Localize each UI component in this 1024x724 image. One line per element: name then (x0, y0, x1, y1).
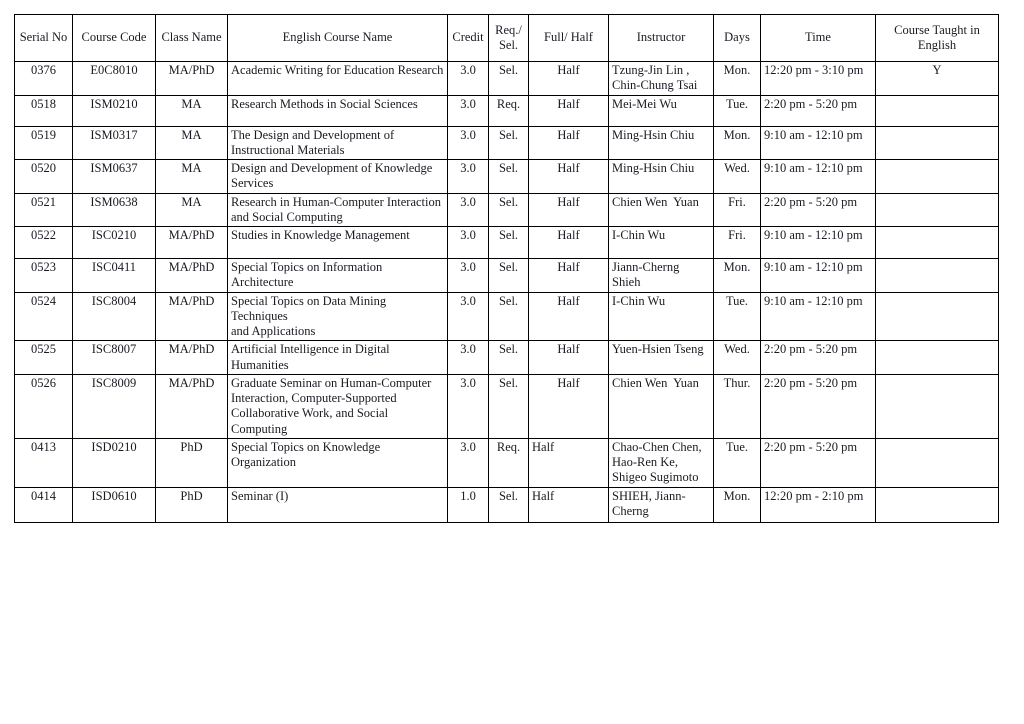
cell-full-half (529, 227, 609, 259)
cell-english-course-name (228, 160, 448, 194)
cell-text-line: MA/PhD (168, 228, 215, 242)
cell-text-line: 3.0 (460, 439, 476, 454)
cell-text-line: 0521 (31, 194, 56, 209)
cell-text-line: 9:10 am - 12:10 pm (764, 127, 863, 142)
cell-days (714, 438, 761, 487)
cell-text-line: 0413 (31, 439, 56, 454)
cell-english-course-name (228, 227, 448, 259)
cell-text-line: MA (181, 161, 202, 175)
cell-class-name (156, 259, 228, 293)
cell-serial-no (15, 374, 73, 438)
table-row (15, 227, 999, 259)
cell-text-line: 0414 (31, 488, 56, 503)
cell-course-code (73, 487, 156, 522)
cell-text-line: 0519 (31, 127, 56, 142)
cell-text-line: Studies in Knowledge Management (231, 228, 410, 242)
cell-text-line: ISC0210 (91, 228, 137, 242)
cell-text-line: Tue. (725, 439, 749, 454)
cell-text-line: Tue. (725, 293, 749, 308)
cell-taught-in-english (876, 193, 999, 227)
cell-taught-in-english (876, 292, 999, 341)
cell-req-sel (489, 374, 529, 438)
cell-text-line: E0C8010 (90, 63, 138, 77)
cell-serial-no (15, 341, 73, 375)
cell-instructor (609, 292, 714, 341)
cell-text-line: Mon. (723, 488, 751, 503)
cell-text-line: Cherng (612, 503, 649, 518)
cell-credit (448, 62, 489, 96)
cell-text-line: 9:10 am - 12:10 pm (764, 260, 863, 274)
table-row (15, 126, 999, 160)
cell-course-code (73, 95, 156, 126)
cell-text-line: Sel. (498, 63, 519, 77)
cell-text-line: Half (557, 127, 580, 142)
cell-text-line: Half (557, 260, 580, 274)
cell-text-line: ISC8007 (91, 342, 137, 357)
cell-req-sel (489, 95, 529, 126)
table-row (15, 160, 999, 194)
cell-instructor (609, 438, 714, 487)
cell-course-code (73, 341, 156, 375)
column-header-class-name: Class Name (156, 15, 228, 62)
cell-taught-in-english (876, 62, 999, 96)
cell-text-line: Ming-Hsin Chiu (612, 127, 695, 142)
column-header-english-course-name: English Course Name (228, 15, 448, 62)
cell-text-line: 3.0 (460, 127, 476, 142)
cell-english-course-name (228, 438, 448, 487)
cell-text-line: ISM0638 (90, 194, 138, 209)
cell-text-line: Special Topics on Knowledge Organization (231, 439, 384, 469)
cell-text-line: Services (231, 176, 274, 191)
cell-text-line: ISC8004 (91, 293, 137, 308)
cell-text-line: Sel. (498, 342, 519, 357)
table-row (15, 374, 999, 438)
cell-english-course-name (228, 341, 448, 375)
cell-class-name (156, 193, 228, 227)
table-row (15, 259, 999, 293)
cell-credit (448, 438, 489, 487)
cell-text-line: Jiann-Cherng Shieh (612, 260, 683, 290)
cell-text-line: 3.0 (460, 342, 476, 357)
cell-text-line: Collaborative Work, and Social Computing (231, 406, 392, 436)
cell-credit (448, 126, 489, 160)
cell-text-line: Fri. (728, 228, 746, 242)
table-row (15, 341, 999, 375)
cell-text-line: Shigeo Sugimoto (612, 470, 699, 485)
cell-serial-no (15, 487, 73, 522)
cell-text-line: Ming-Hsin Chiu (612, 161, 695, 175)
cell-serial-no (15, 259, 73, 293)
cell-full-half (529, 62, 609, 96)
cell-instructor (609, 160, 714, 194)
cell-text-line: Artificial Intelligence in Digital Humanities (231, 342, 393, 372)
cell-text-line: Half (532, 439, 555, 454)
cell-taught-in-english (876, 95, 999, 126)
cell-english-course-name (228, 193, 448, 227)
cell-text-line: Tzung-Jin Lin , (612, 63, 690, 77)
table-row (15, 292, 999, 341)
cell-full-half (529, 292, 609, 341)
cell-instructor (609, 259, 714, 293)
cell-text-line: Req. (496, 439, 521, 454)
cell-english-course-name (228, 487, 448, 522)
cell-req-sel (489, 227, 529, 259)
cell-text-line: Half (532, 488, 555, 503)
cell-text-line: SHIEH, Jiann- (612, 488, 686, 503)
cell-text-line: Thur. (723, 375, 751, 390)
cell-text-line: and Applications (231, 324, 316, 338)
column-header-taught-line2: English (917, 38, 957, 52)
cell-credit (448, 487, 489, 522)
cell-english-course-name (228, 259, 448, 293)
cell-text-line: MA/PhD (168, 375, 215, 390)
cell-full-half (529, 487, 609, 522)
cell-class-name (156, 227, 228, 259)
cell-text-line: Wed. (724, 342, 750, 357)
cell-credit (448, 95, 489, 126)
cell-text-line: Half (557, 194, 580, 209)
cell-text-line: MA (181, 96, 202, 111)
cell-time (761, 62, 876, 96)
cell-text-line: 12:20 pm - 2:10 pm (764, 488, 864, 503)
cell-days (714, 193, 761, 227)
cell-text-line: Mon. (723, 63, 751, 77)
cell-req-sel (489, 341, 529, 375)
cell-instructor (609, 193, 714, 227)
column-header-serial-no: Serial No (15, 15, 73, 62)
cell-text-line: 2:20 pm - 5:20 pm (764, 439, 858, 454)
cell-taught-in-english (876, 227, 999, 259)
cell-text-line: Half (557, 375, 580, 390)
cell-instructor (609, 374, 714, 438)
cell-full-half (529, 438, 609, 487)
cell-instructor (609, 487, 714, 522)
cell-text-line: Half (557, 161, 580, 175)
cell-text-line: 3.0 (460, 260, 476, 274)
cell-time (761, 95, 876, 126)
cell-days (714, 259, 761, 293)
cell-text-line: 3.0 (460, 96, 476, 111)
cell-text-line: 3.0 (460, 63, 476, 77)
cell-text-line: Graduate Seminar on Human-Computer (231, 375, 432, 390)
cell-text-line: 3.0 (460, 228, 476, 242)
cell-credit (448, 259, 489, 293)
cell-text-line: 9:10 am - 12:10 pm (764, 161, 863, 175)
cell-time (761, 374, 876, 438)
cell-text-line: Sel. (498, 260, 519, 274)
course-table-container (14, 14, 998, 523)
cell-taught-in-english (876, 126, 999, 160)
cell-text-line: 2:20 pm - 5:20 pm (764, 194, 858, 209)
cell-text-line: ISM0637 (90, 161, 138, 175)
table-row (15, 487, 999, 522)
table-row (15, 62, 999, 96)
cell-days (714, 341, 761, 375)
cell-text-line: and Social Computing (231, 209, 343, 224)
cell-text-line: MA/PhD (168, 342, 215, 357)
cell-text-line: 12:20 pm - 3:10 pm (764, 63, 864, 77)
cell-text-line: 2:20 pm - 5:20 pm (764, 342, 858, 357)
cell-time (761, 487, 876, 522)
cell-text-line: Academic Writing for Education Research (231, 63, 444, 77)
cell-serial-no (15, 62, 73, 96)
cell-text-line: 9:10 am - 12:10 pm (764, 228, 863, 242)
column-header-full-half: Full/ Half (529, 15, 609, 62)
cell-full-half (529, 193, 609, 227)
column-header-credit: Credit (448, 15, 489, 62)
cell-text-line: ISM0317 (90, 127, 138, 142)
cell-text-line: 3.0 (460, 194, 476, 209)
cell-class-name (156, 126, 228, 160)
cell-instructor (609, 62, 714, 96)
cell-days (714, 374, 761, 438)
cell-text-line: Fri. (728, 194, 746, 209)
cell-text-line: 0376 (31, 63, 56, 77)
cell-course-code (73, 292, 156, 341)
cell-full-half (529, 126, 609, 160)
cell-req-sel (489, 292, 529, 341)
cell-class-name (156, 95, 228, 126)
cell-text-line: Hao-Ren Ke, (612, 455, 678, 469)
cell-credit (448, 227, 489, 259)
cell-text-line: MA (181, 194, 202, 209)
cell-time (761, 160, 876, 194)
cell-text-line: ISM0210 (90, 96, 138, 111)
cell-text-line: Chien Wen Yuan (612, 194, 699, 209)
cell-english-course-name (228, 374, 448, 438)
cell-text-line: 0525 (31, 342, 56, 357)
cell-text-line: Research Methods in Social Sciences (231, 96, 418, 111)
cell-full-half (529, 341, 609, 375)
cell-text-line: Mei-Mei Wu (612, 96, 677, 111)
cell-text-line: ISD0210 (91, 439, 137, 454)
cell-days (714, 227, 761, 259)
cell-text-line: MA/PhD (168, 260, 215, 274)
cell-text-line: ISC0411 (92, 260, 136, 274)
cell-text-line: Chao-Chen Chen, (612, 439, 702, 454)
cell-text-line: Sel. (498, 375, 519, 390)
cell-credit (448, 193, 489, 227)
cell-days (714, 126, 761, 160)
cell-english-course-name (228, 95, 448, 126)
cell-text-line: 0522 (31, 228, 56, 242)
cell-time (761, 259, 876, 293)
cell-class-name (156, 160, 228, 194)
cell-text-line: I-Chin Wu (612, 293, 666, 308)
cell-text-line: Special Topics on Data Mining Techniques (231, 293, 390, 323)
course-schedule-table (14, 14, 999, 523)
cell-text-line: MA/PhD (168, 293, 215, 308)
cell-req-sel (489, 62, 529, 96)
cell-class-name (156, 438, 228, 487)
cell-course-code (73, 374, 156, 438)
cell-course-code (73, 227, 156, 259)
cell-credit (448, 341, 489, 375)
cell-instructor (609, 227, 714, 259)
cell-course-code (73, 160, 156, 194)
cell-credit (448, 292, 489, 341)
cell-text-line: Sel. (498, 161, 519, 175)
cell-course-code (73, 193, 156, 227)
cell-course-code (73, 438, 156, 487)
column-header-taught-line1: Course Taught in (894, 22, 980, 37)
cell-text-line: Wed. (724, 161, 750, 175)
cell-text-line: Y (932, 63, 942, 77)
cell-serial-no (15, 193, 73, 227)
cell-time (761, 227, 876, 259)
cell-text-line: Sel. (498, 228, 519, 242)
cell-text-line: Tue. (725, 96, 749, 111)
cell-text-line: 0524 (31, 293, 56, 308)
cell-class-name (156, 341, 228, 375)
cell-time (761, 193, 876, 227)
cell-text-line: Half (557, 96, 580, 111)
cell-text-line: Sel. (498, 488, 519, 503)
cell-text-line: Half (557, 342, 580, 357)
cell-time (761, 292, 876, 341)
cell-taught-in-english (876, 259, 999, 293)
cell-text-line: Yuen-Hsien Tseng (612, 342, 704, 357)
table-header-row (15, 15, 999, 62)
cell-text-line: Instructional Materials (231, 142, 345, 157)
cell-days (714, 95, 761, 126)
cell-text-line: Half (557, 63, 580, 77)
cell-class-name (156, 374, 228, 438)
cell-credit (448, 160, 489, 194)
cell-instructor (609, 341, 714, 375)
cell-class-name (156, 487, 228, 522)
cell-text-line: 9:10 am - 12:10 pm (764, 293, 863, 308)
cell-english-course-name (228, 62, 448, 96)
cell-req-sel (489, 193, 529, 227)
cell-text-line: Sel. (498, 194, 519, 209)
cell-req-sel (489, 487, 529, 522)
cell-text-line: 2:20 pm - 5:20 pm (764, 375, 858, 390)
column-header-req-sel-line1: Req./ (495, 22, 522, 37)
cell-text-line: PhD (180, 439, 203, 454)
cell-taught-in-english (876, 438, 999, 487)
table-header (15, 15, 999, 62)
cell-full-half (529, 95, 609, 126)
cell-taught-in-english (876, 374, 999, 438)
cell-text-line: Seminar (I) (231, 488, 289, 503)
column-header-days: Days (714, 15, 761, 62)
cell-taught-in-english (876, 341, 999, 375)
cell-instructor (609, 126, 714, 160)
table-row (15, 193, 999, 227)
cell-text-line: I-Chin Wu (612, 228, 666, 242)
cell-taught-in-english (876, 160, 999, 194)
cell-text-line: Sel. (498, 127, 519, 142)
cell-days (714, 62, 761, 96)
cell-text-line: Half (557, 228, 580, 242)
cell-text-line: Research in Human-Computer Interaction (231, 194, 441, 209)
cell-serial-no (15, 292, 73, 341)
cell-req-sel (489, 259, 529, 293)
cell-class-name (156, 62, 228, 96)
cell-full-half (529, 259, 609, 293)
cell-text-line: 0518 (31, 96, 56, 111)
cell-serial-no (15, 227, 73, 259)
cell-text-line: Special Topics on Information Architecture (231, 260, 385, 290)
cell-full-half (529, 160, 609, 194)
cell-text-line: 0520 (31, 161, 56, 175)
cell-time (761, 126, 876, 160)
cell-text-line: ISC8009 (91, 375, 137, 390)
cell-text-line: ISD0610 (91, 488, 137, 503)
cell-text-line: Mon. (723, 127, 751, 142)
cell-req-sel (489, 126, 529, 160)
cell-text-line: Req. (496, 96, 521, 111)
column-header-instructor: Instructor (609, 15, 714, 62)
cell-text-line: PhD (180, 488, 203, 503)
cell-instructor (609, 95, 714, 126)
cell-serial-no (15, 95, 73, 126)
column-header-req-sel-line2: Sel. (498, 38, 519, 52)
cell-days (714, 487, 761, 522)
cell-days (714, 160, 761, 194)
cell-text-line: Design and Development of Knowledge (231, 161, 433, 175)
column-header-req-sel (489, 15, 529, 62)
cell-text-line: 3.0 (460, 293, 476, 308)
cell-english-course-name (228, 126, 448, 160)
cell-text-line: Chin-Chung Tsai (612, 78, 698, 93)
column-header-course-taught-in-english (876, 15, 999, 62)
cell-text-line: Chien Wen Yuan (612, 375, 699, 390)
cell-text-line: 0523 (31, 260, 56, 274)
cell-days (714, 292, 761, 341)
cell-course-code (73, 126, 156, 160)
cell-serial-no (15, 438, 73, 487)
cell-taught-in-english (876, 487, 999, 522)
cell-english-course-name (228, 292, 448, 341)
cell-time (761, 438, 876, 487)
cell-text-line: 1.0 (460, 488, 476, 503)
cell-time (761, 341, 876, 375)
table-row (15, 95, 999, 126)
cell-text-line: Sel. (498, 293, 519, 308)
table-row (15, 438, 999, 487)
cell-credit (448, 374, 489, 438)
cell-text-line: MA (181, 127, 202, 142)
cell-req-sel (489, 160, 529, 194)
cell-course-code (73, 62, 156, 96)
column-header-course-code: Course Code (73, 15, 156, 62)
column-header-time: Time (761, 15, 876, 62)
cell-text-line: 2:20 pm - 5:20 pm (764, 96, 858, 111)
cell-course-code (73, 259, 156, 293)
cell-text-line: Interaction, Computer-Supported (231, 391, 397, 405)
cell-text-line: 0526 (31, 375, 56, 390)
cell-text-line: Mon. (723, 260, 751, 274)
cell-req-sel (489, 438, 529, 487)
cell-serial-no (15, 126, 73, 160)
table-body (15, 62, 999, 523)
cell-full-half (529, 374, 609, 438)
cell-class-name (156, 292, 228, 341)
cell-text-line: 3.0 (460, 375, 476, 390)
cell-text-line: 3.0 (460, 161, 476, 175)
cell-text-line: Half (557, 293, 580, 308)
cell-text-line: MA/PhD (168, 63, 215, 77)
cell-serial-no (15, 160, 73, 194)
cell-text-line: The Design and Development of (231, 127, 395, 142)
